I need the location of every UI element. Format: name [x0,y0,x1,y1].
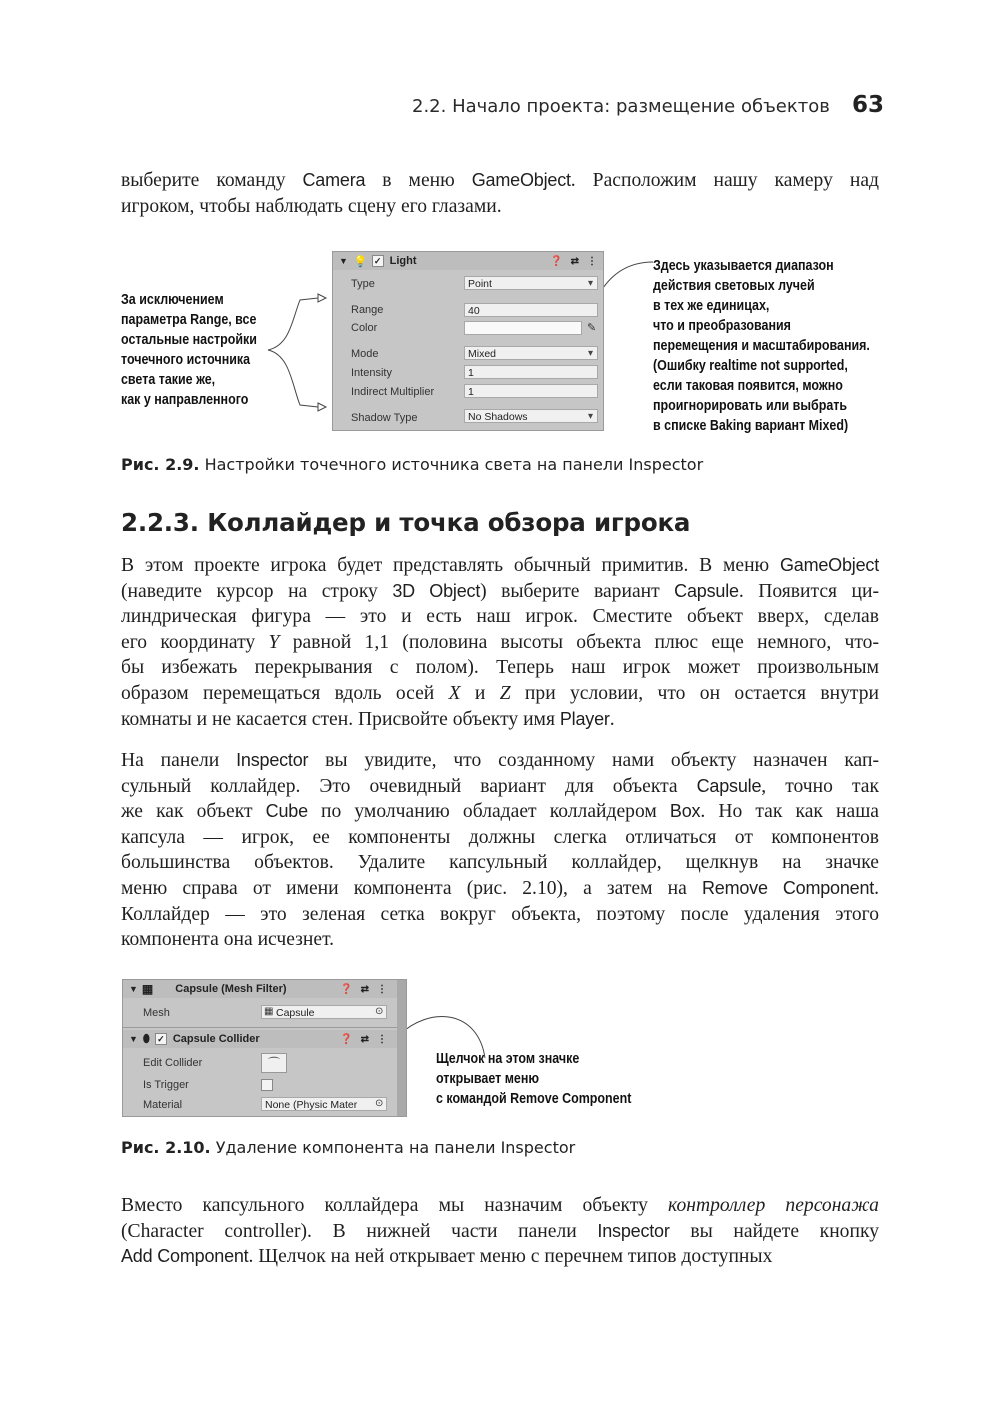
text-line: капсула — игрок, ее компоненты должны слегка отличаться от компонентов [121,826,879,848]
text-line: его координату Y равной 1,1 (половина высоты объекта плюс еще немного, что- [121,631,879,653]
text-line: линдрическая фигура — это и есть наш игрок. Сместите объект вверх, сделав [121,606,879,628]
italic-term: X [448,682,461,704]
mode-label: Mode [351,348,379,360]
mesh-filter-title: Capsule (Mesh Filter) [175,983,287,995]
inline-code: Capsule [696,775,762,796]
text-line: же как объект Cube по умолчанию обладает коллайдером Box. Но так как наша [121,801,879,823]
fig210-caption-label: Рис. 2.10. [121,1138,211,1157]
mesh-filter-header[interactable] [123,980,397,998]
text-line: На панели Inspector вы увидите, что созданному нами объекту назначен кап- [121,750,879,771]
range-label: Range [351,304,384,316]
text-line: (наведите курсор на строку 3D Object) выберите вариант Capsule. Появится ци- [121,580,879,602]
text-line: Коллайдер — это зеленая сетка вокруг объекта, поэтому после удаления этого [121,903,879,925]
collider-enabled-checkbox[interactable]: ✓ [155,1033,167,1045]
more-menu-icon[interactable]: ⋮ [587,255,597,267]
edit-collider-button[interactable] [261,1053,287,1073]
color-label: Color [351,322,378,334]
text-line: выберите команду Camera в меню GameObject. Расположим нашу камеру над [121,170,879,191]
light-inspector-panel [332,251,604,431]
material-field[interactable]: None (Physic Mater [261,1097,387,1111]
note-line: За исключением [121,292,224,308]
note-line: в списке Baking вариант Mixed) [653,418,849,434]
light-title: Light [389,255,417,267]
running-title: 2.2. Начало проекта: размещение объектов [412,96,830,117]
help-icon[interactable]: ❓ [340,1033,353,1045]
note-line: действия световых лучей [653,278,815,294]
capsule-icon: ⬮ [142,1032,150,1045]
fig29-right-note [653,256,870,436]
help-icon[interactable]: ❓ [550,255,563,267]
light-component-header[interactable] [333,252,603,270]
fig29-caption-label: Рис. 2.9. [121,455,200,474]
intensity-input[interactable]: 1 [464,365,598,379]
note-line: Щелчок на этом значке [436,1051,580,1067]
inline-code: Inspector [236,750,309,770]
mesh-grid-icon: ▦ [264,1006,274,1017]
text-line: компонента она исчезнет. [121,929,335,951]
inline-code: Camera [302,170,366,190]
mesh-grid-icon: ▦ [141,982,154,996]
note-line: с командой Remove Component [436,1091,632,1107]
text-line: большинства объектов. Удалите капсульный коллайдер, щелкнув на значке [121,852,879,874]
color-field[interactable] [464,321,582,335]
inline-code: Cube [265,801,308,822]
note-line: что и преобразования [653,318,791,334]
range-input[interactable]: 40 [464,303,598,317]
text-line: Вместо капсульного коллайдера мы назначим объекту контроллер персонажа [121,1195,879,1216]
mesh-label: Mesh [143,1007,170,1019]
inline-code: Remove Component [701,877,875,898]
presets-icon[interactable]: ⇄ [360,1033,369,1045]
shadow-type-dropdown[interactable]: No Shadows ▾ [464,409,598,423]
fig29-caption [121,455,703,474]
text-line: меню справа от имени компонента (рис. 2.10), а затем на Remove Component. [121,877,879,899]
type-label: Type [351,278,375,290]
text-line: образом перемещаться вдоль осей X и Z при условии, что он остается внутри [121,682,879,704]
intensity-label: Intensity [351,367,392,379]
text-line: бы избежать перекрывания с полом). Теперь наш игрок может произвольным [121,657,879,679]
fig210-caption [121,1138,575,1157]
paragraph-2 [121,748,879,953]
text-line: В этом проекте игрока будет представлять обычный примитив. В меню GameObject [121,555,879,576]
text-line: комнаты и не касается стен. Присвойте объекту имя Player. [121,708,615,730]
note-line: открывает меню [436,1071,540,1087]
type-dropdown[interactable]: Point ▾ [464,276,598,290]
inline-code: Inspector [597,1220,670,1241]
note-line: в тех же единицах, [653,298,770,314]
is-trigger-checkbox[interactable] [261,1079,273,1091]
fig210-caption-text: Удаление компонента на панели Inspector [210,1138,576,1157]
note-line: если таковая появится, можно [653,378,843,394]
capsule-collider-header[interactable] [123,1030,397,1048]
component-divider [123,1027,397,1028]
inline-code: 3D Object [392,580,481,601]
inline-code: GameObject [779,555,879,575]
note-line: перемещения и масштабирования. [653,338,870,354]
note-line: параметра Range, все [121,312,257,328]
object-picker-icon[interactable]: ⊙ [375,1098,384,1109]
mesh-field[interactable]: Capsule [261,1005,387,1019]
italic-term: Z [499,682,511,704]
shadow-type-label: Shadow Type [351,412,418,424]
inline-code: Box [669,801,701,822]
fig29-caption-text: Настройки точечного источника света на панели Inspector [199,455,704,474]
section-heading: 2.2.3. Коллайдер и точка обзора игрока [121,508,691,537]
paragraph-1 [121,553,879,732]
text-line: (Character controller). В нижней части панели Inspector вы найдете кнопку [121,1220,879,1242]
note-line: Здесь указывается диапазон [653,258,834,274]
italic-term: контроллер персонажа [668,1195,879,1216]
indirect-multiplier-input[interactable]: 1 [464,384,598,398]
text-line: сульный коллайдер. Это очевидный вариант для объекта Capsule, точно так [121,775,879,797]
inline-code: Add Component [121,1246,249,1267]
object-picker-icon[interactable]: ⊙ [375,1006,384,1017]
material-label: Material [143,1099,183,1111]
note-line: остальные настройки [121,332,257,348]
light-bulb-icon: 💡 [353,255,368,268]
text-line: игроком, чтобы наблюдать сцену его глазами. [121,195,502,217]
edit-collider-label: Edit Collider [143,1057,203,1069]
more-menu-icon[interactable]: ⋮ [377,983,387,995]
note-line: точечного источника [121,352,251,368]
note-line: (Ошибку realtime not supported, [653,358,848,374]
component-menu-icon[interactable]: ⋮ [377,1033,387,1045]
inline-code: GameObject [471,170,571,190]
text-line: Add Component. Щелчок на ней открывает меню с перечнем типов доступных [121,1246,773,1268]
presets-icon[interactable]: ⇄ [570,255,579,267]
paragraph-3 [121,1193,879,1270]
note-line: как у направленного [121,392,249,408]
collapse-triangle-icon[interactable]: ▼ [129,1034,138,1044]
fig210-note [436,1049,631,1109]
eyedropper-icon[interactable]: ✎ [587,322,597,334]
note-line: света такие же, [121,372,216,388]
collapse-triangle-icon[interactable]: ▼ [129,984,138,994]
inline-code: Player [559,708,610,729]
help-icon[interactable]: ❓ [340,983,353,995]
collapse-triangle-icon[interactable]: ▼ [339,256,348,266]
panel-scroll-strip [397,980,406,1116]
page-number: 63 [852,92,885,118]
is-trigger-label: Is Trigger [143,1079,189,1091]
indirect-multiplier-label: Indirect Multiplier [351,386,435,398]
presets-icon[interactable]: ⇄ [360,983,369,995]
note-line: проигнорировать или выбрать [653,398,848,414]
capsule-inspector-panel [122,979,407,1117]
light-enabled-checkbox[interactable]: ✓ [372,255,384,267]
capsule-collider-title: Capsule Collider [172,1033,260,1045]
mode-dropdown[interactable]: Mixed ▾ [464,346,598,360]
edit-collider-icon: ⌒ [267,1056,280,1070]
italic-term: Y [268,631,280,653]
inline-code: Capsule [674,580,739,601]
